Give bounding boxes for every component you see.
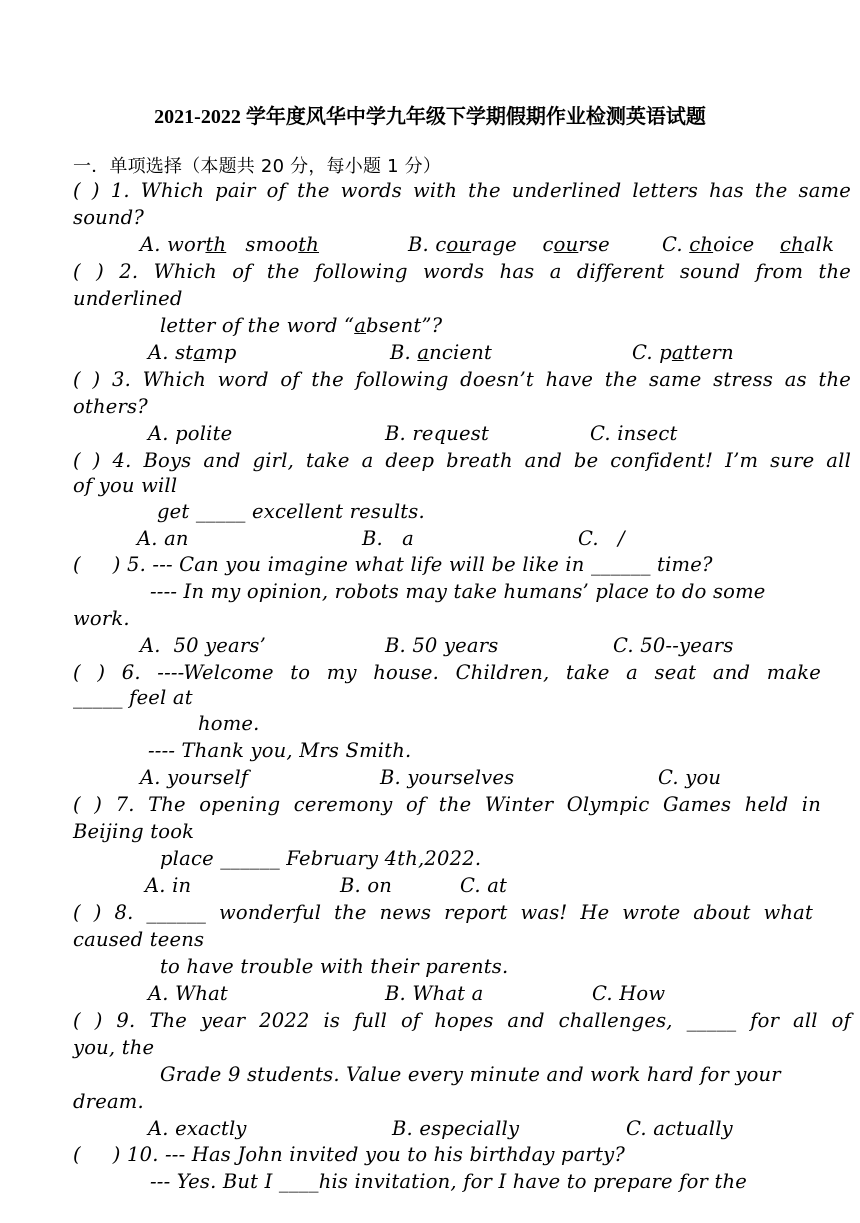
question-4-option-a: A. an xyxy=(137,527,189,550)
question-1-stem-cont: sound? xyxy=(73,206,145,229)
section-heading: 一．单项选择（本题共 20 分，每小题 1 分） xyxy=(73,156,442,177)
question-7-stem-cont2: place ______ February 4th,2022. xyxy=(160,847,482,870)
question-4-stem-cont2: get _____ excellent results. xyxy=(157,500,425,523)
question-1-stem: ( ) 1. Which pair of the words with the underlined letters has the same xyxy=(73,179,851,202)
question-7-option-c: C. at xyxy=(460,874,508,897)
question-4-stem-cont: of you will xyxy=(73,474,178,497)
question-6-stem-cont2: home. xyxy=(198,712,260,735)
question-1-option-c: C. choice chalk xyxy=(662,233,835,256)
question-7-stem: ( ) 7. The opening ceremony of the Winter Olympic Games held in xyxy=(73,793,821,816)
question-6-option-a: A. yourself xyxy=(140,766,249,789)
question-5-stem-cont: ---- In my opinion, robots may take humans’ place to do some xyxy=(150,580,766,603)
question-1-option-a: A. worth smooth xyxy=(140,233,320,256)
question-4-stem: ( ) 4. Boys and girl, take a deep breath and be confident! I’m sure all xyxy=(73,449,851,472)
question-2-option-c: C. pattern xyxy=(632,341,734,364)
question-9-stem-cont3: dream. xyxy=(73,1090,144,1113)
question-2-stem-cont: underlined xyxy=(73,287,183,310)
question-3-option-b: B. request xyxy=(385,422,490,445)
question-6-option-c: C. you xyxy=(658,766,722,789)
question-4-option-b: B. a xyxy=(362,527,414,550)
question-8-option-a: A. What xyxy=(148,982,228,1005)
question-6-stem-cont: _____ feel at xyxy=(73,686,193,709)
question-9-stem: ( ) 9. The year 2022 is full of hopes and challenges, _____ for all of xyxy=(73,1009,851,1032)
question-6-option-b: B. yourselves xyxy=(380,766,515,789)
question-3-option-c: C. insect xyxy=(590,422,678,445)
question-9-option-a: A. exactly xyxy=(148,1117,247,1140)
question-1-option-b: B. courage course xyxy=(408,233,610,256)
question-5-stem-cont2: work. xyxy=(73,607,130,630)
question-6-stem: ( ) 6. ----Welcome to my house. Children, take a seat and make xyxy=(73,661,821,684)
question-7-stem-cont: Beijing took xyxy=(73,820,195,843)
question-8-stem: ( ) 8. ______ wonderful the news report was! He wrote about what xyxy=(73,901,813,924)
question-6-reply: ---- Thank you, Mrs Smith. xyxy=(148,739,412,762)
question-5-stem: ( ) 5. --- Can you imagine what life will be like in ______ time? xyxy=(73,553,713,576)
question-3-stem-cont: others? xyxy=(73,395,148,418)
question-7-option-b: B. on xyxy=(340,874,393,897)
question-9-stem-cont2: Grade 9 students. Value every minute and work hard for your xyxy=(160,1063,781,1086)
question-4-option-c: C. / xyxy=(578,527,625,550)
question-10-reply: --- Yes. But I ____his invitation, for I have to prepare for the xyxy=(150,1170,748,1193)
question-2-stem-cont2: letter of the word “absent”? xyxy=(160,314,443,337)
question-8-stem-cont: caused teens xyxy=(73,928,205,951)
question-5-option-a: A. 50 years’ xyxy=(140,634,266,657)
question-2-option-a: A. stamp xyxy=(148,341,237,364)
question-10-stem: ( ) 10. --- Has John invited you to his birthday party? xyxy=(73,1143,625,1166)
exam-title: 2021-2022 学年度风华中学九年级下学期假期作业检测英语试题 xyxy=(154,106,706,128)
question-3-option-a: A. polite xyxy=(148,422,233,445)
question-2-stem: ( ) 2. Which of the following words has a different sound from the xyxy=(73,260,851,283)
question-9-option-b: B. especially xyxy=(392,1117,520,1140)
question-8-option-c: C. How xyxy=(592,982,666,1005)
question-9-option-c: C. actually xyxy=(626,1117,733,1140)
question-7-option-a: A. in xyxy=(145,874,192,897)
question-9-stem-cont: you, the xyxy=(73,1036,155,1059)
question-2-option-b: B. ancient xyxy=(390,341,493,364)
question-5-option-b: B. 50 years xyxy=(385,634,499,657)
question-8-stem-cont2: to have trouble with their parents. xyxy=(160,955,509,978)
question-5-option-c: C. 50--years xyxy=(613,634,734,657)
question-8-option-b: B. What a xyxy=(385,982,484,1005)
question-3-stem: ( ) 3. Which word of the following doesn’t have the same stress as the xyxy=(73,368,851,391)
